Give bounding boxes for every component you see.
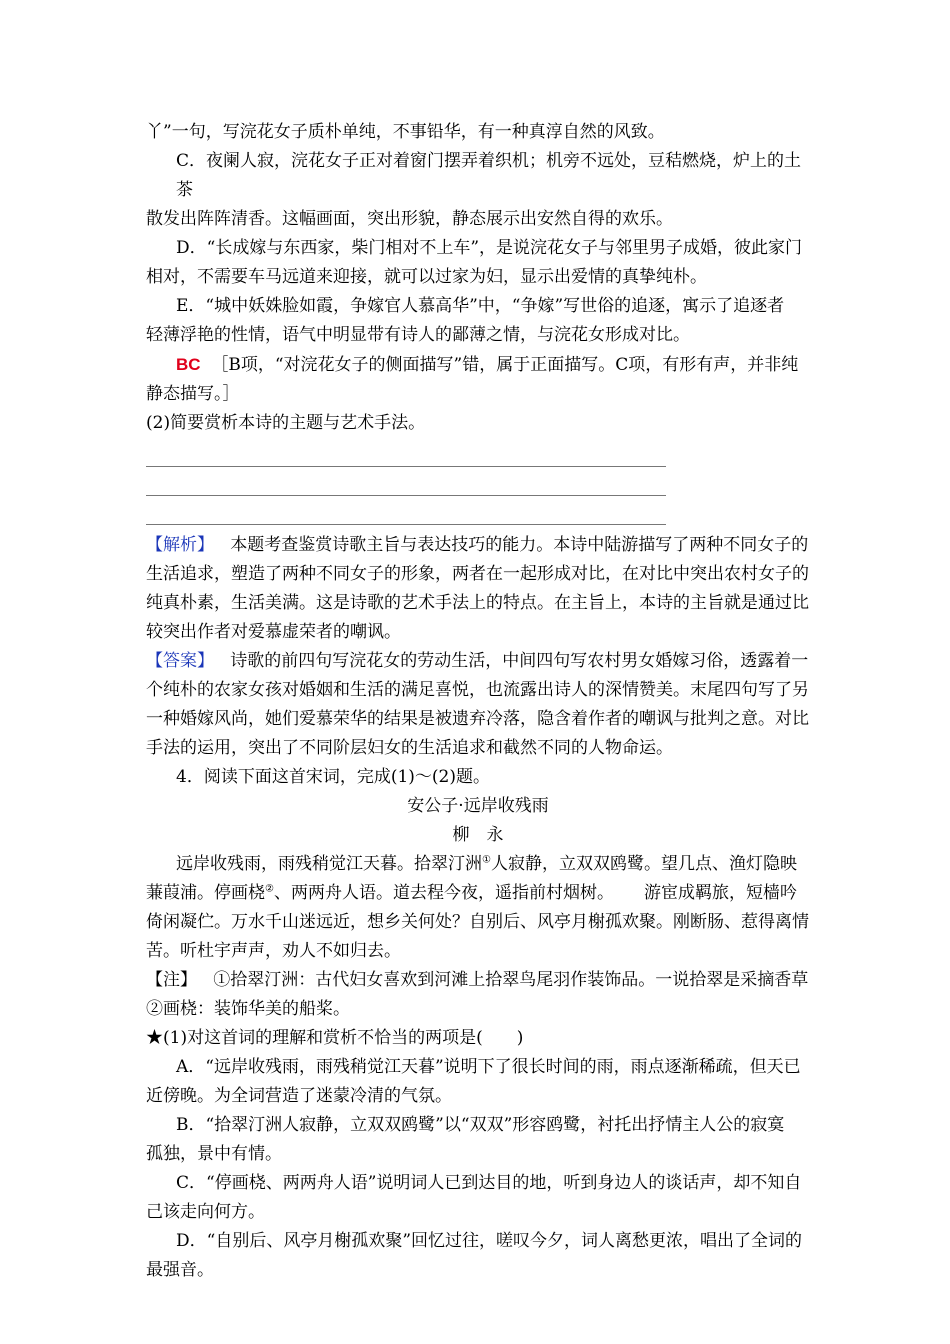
analysis-text: 本题考查鉴赏诗歌主旨与表达技巧的能力。本诗中陆游描写了两种不同女子的 [230,535,809,555]
option-e-line2: 轻薄浮艳的性情，语气中明显带有诗人的鄙薄之情，与浣花女形成对比。 [146,325,690,345]
note-line1 [146,966,810,995]
analysis-line1 [146,531,810,560]
answer-block-line1 [146,647,810,676]
note-line2: ②画桡：装饰华美的船桨。 [146,999,350,1019]
answer-block-line3: 一种婚嫁风尚，她们爱慕荣华的结果是被遗弃冷落，隐含着作者的嘲讽与批判之意。对比 [146,709,809,729]
footnote-mark: ② [265,883,274,895]
poem-text: 远岸收残雨，雨残稍觉江天暮。拾翠汀洲 [176,854,482,874]
option-c-line2: 散发出阵阵清香。这幅画面，突出形貌，静态展示出安然自得的欢乐。 [146,209,673,229]
analysis-tag: 【解析】 [146,535,214,555]
question-4-1: ★(1)对这首词的理解和赏析不恰当的两项是( ) [146,1028,524,1048]
question-2: (2)简要赏析本诗的主题与艺术手法。 [146,413,426,433]
poem-author: 柳 永 [452,825,504,845]
analysis-line4: 较突出作者对爱慕虚荣者的嘲讽。 [146,622,401,642]
answer-block-text: 诗歌的前四句写浣花女的劳动生活，中间四句写农村男女婚嫁习俗，透露着一 [230,651,809,671]
option-a-line2: 近傍晚。为全词营造了迷蒙冷清的气氛。 [146,1086,452,1106]
option-d-line1: D．“长成嫁与东西家，柴门相对不上车”，是说浣花女子与邻里男子成婚，彼此家门 [176,238,803,258]
poem-text: 蒹葭浦。停画桡 [146,883,265,903]
option-b-line2: 孤独，景中有情。 [146,1144,282,1164]
option-c-line1: C．夜阑人寂，浣花女子正对着窗门摆弄着织机；机旁不远处，豆秸燃烧，炉上的土茶 [176,151,802,200]
document-page [146,118,810,1285]
poem-line2 [146,879,810,908]
option-c2-line1: C．“停画桡、两两舟人语”说明词人已到达目的地，听到身边人的谈话声，却不知自 [176,1173,802,1193]
answer-tag: 【答案】 [146,651,214,671]
answer-blank-line[interactable] [146,496,666,525]
option-e-line1: E．“城中妖姝脸如霞，争嫁官人慕高华”中，“争嫁”写世俗的追逐，寓示了追逐者 [176,296,785,316]
footnote-mark: ① [482,854,491,866]
note-tag: 【注】 [146,970,197,990]
question-4: 4．阅读下面这首宋词，完成(1)～(2)题。 [176,767,490,787]
option-a-line1: A．“远岸收残雨，雨残稍觉江天暮”说明下了很长时间的雨，雨点逐渐稀疏，但天已 [176,1057,801,1077]
answer-line1 [146,350,810,380]
option-d2-line1: D．“自别后、风亭月榭孤欢聚”回忆过往，嗟叹今夕，词人离愁更浓，唱出了全词的 [176,1231,803,1251]
answer-text: ［B项，“对浣花女子的侧面描写”错，属于正面描写。C项，有形有声，并非纯 [211,355,799,375]
poem-line1 [146,850,810,879]
poem-title: 安公子·远岸收残雨 [407,796,549,816]
option-d2-line2: 最强音。 [146,1260,214,1280]
poem-text: 游宦成羁旅，短樯吟 [643,883,797,903]
analysis-line3: 纯真朴素，生活美满。这是诗歌的艺术手法上的特点。在主旨上，本诗的主旨就是通过比 [146,593,809,613]
note-text: ①拾翠汀洲：古代妇女喜欢到河滩上拾翠鸟尾羽作装饰品。一说拾翠是采摘香草 [213,970,809,990]
text-line: 丫”一句，写浣花女子质朴单纯，不事铅华，有一种真淳自然的风致。 [146,122,665,142]
answer-block-line4: 手法的运用，突出了不同阶层妇女的生活追求和截然不同的人物命运。 [146,738,673,758]
option-b-line1: B．“拾翠汀洲人寂静，立双双鸥鹭”以“双双”形容鸥鹭，衬托出抒情主人公的寂寞 [176,1115,785,1135]
answer-block-line2: 个纯朴的农家女孩对婚姻和生活的满足喜悦，也流露出诗人的深情赞美。末尾四句写了另 [146,680,809,700]
option-c2-line2: 己该走向何方。 [146,1202,265,1222]
answer-line2: 静态描写。］ [146,384,240,404]
answer-mark: BC [176,355,201,374]
poem-text: 人寂静，立双双鸥鹭。望几点、渔灯隐映 [490,854,797,874]
analysis-line2: 生活追求，塑造了两种不同女子的形象，两者在一起形成对比，在对比中突出农村女子的 [146,564,809,584]
answer-blank-line[interactable] [146,467,666,496]
answer-blank-line[interactable] [146,438,666,467]
poem-line4: 苦。听杜宇声声，劝人不如归去。 [146,941,401,961]
poem-text: 、两两舟人语。道去程今夜，遥指前村烟树。 [273,883,614,903]
option-d-line2: 相对，不需要车马远道来迎接，就可以过家为妇，显示出爱情的真挚纯朴。 [146,267,707,287]
poem-line3: 倚闲凝伫。万水千山迷远近，想乡关何处？自别后、风亭月榭孤欢聚。刚断肠、惹得离情 [146,912,809,932]
